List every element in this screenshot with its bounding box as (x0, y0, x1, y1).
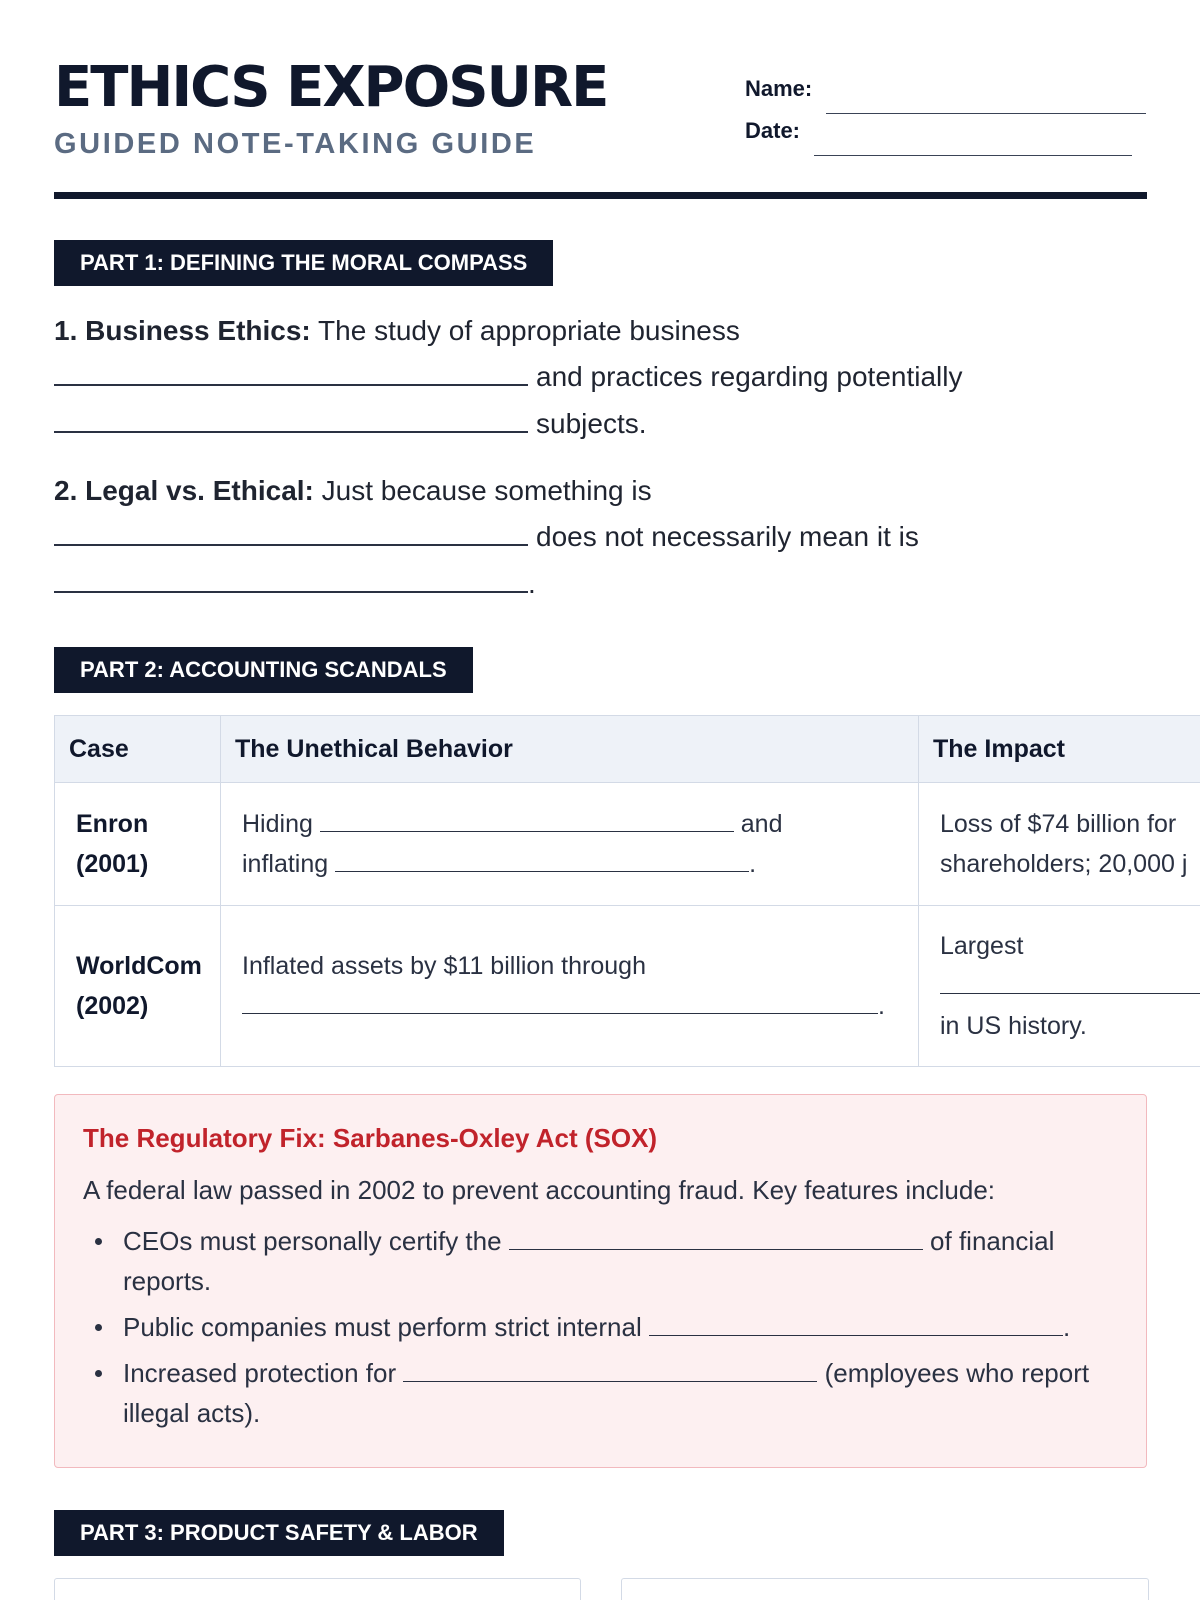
q2-label: 2. Legal vs. Ethical: (54, 475, 314, 506)
impact-text: Largest (940, 932, 1024, 960)
date-field[interactable] (745, 118, 1132, 144)
q2-text-3: . (528, 568, 536, 599)
impact-line (940, 966, 1200, 1006)
column-header-case: Case (55, 716, 221, 783)
sox-intro: A federal law passed in 2002 to prevent accounting fraud. Key features include: (83, 1175, 996, 1205)
name-blank-line[interactable] (826, 112, 1146, 114)
impact-cell (919, 906, 1200, 1067)
behavior-cell (221, 906, 919, 1067)
case-year: (2001) (76, 850, 149, 878)
sox-bullet-list (83, 1221, 1123, 1439)
list-item (83, 1353, 1123, 1433)
q1-text-1: The study of appropriate business (318, 315, 740, 346)
bullet-icon (95, 1370, 102, 1377)
enron-blank-1[interactable] (320, 811, 734, 832)
behavior-text: . (878, 992, 885, 1020)
column-header-behavior: The Unethical Behavior (221, 716, 919, 783)
q1-line-3 (54, 404, 647, 444)
page-subtitle: GUIDED NOTE-TAKING GUIDE (54, 128, 537, 160)
bullet-text: reports. (123, 1266, 212, 1296)
part2-heading: PART 2: ACCOUNTING SCANDALS (54, 647, 473, 693)
behavior-text: Hiding (242, 810, 313, 838)
page-title: ETHICS EXPOSURE (54, 55, 608, 120)
part3-box-right (621, 1578, 1149, 1600)
q2-blank-1[interactable] (54, 518, 528, 546)
q2-line-3 (54, 564, 536, 604)
bullet-text: Public companies must perform strict internal (123, 1312, 642, 1342)
bullet-text: Increased protection for (123, 1358, 397, 1388)
case-name: Enron (76, 810, 149, 838)
scandals-table (54, 715, 1200, 1067)
behavior-line (242, 804, 897, 844)
bullet-text: . (1062, 1312, 1071, 1342)
sox-title: The Regulatory Fix: Sarbanes-Oxley Act (SOX) (83, 1123, 658, 1153)
bullet-text: (employees who report (824, 1358, 1090, 1388)
sox-blank-2[interactable] (649, 1315, 1063, 1336)
name-field[interactable] (745, 76, 1146, 102)
q2-text-1: Just because something is (321, 475, 652, 506)
bullet-text: of financial (930, 1226, 1055, 1256)
behavior-text: . (749, 850, 757, 878)
case-name: WorldCom (76, 952, 202, 980)
impact-text: Loss of $74 billion for (940, 810, 1177, 838)
bullet-text: CEOs must personally certify the (123, 1226, 502, 1256)
date-blank-line[interactable] (814, 154, 1132, 156)
case-cell (55, 783, 221, 906)
q1-line-1 (54, 311, 740, 351)
bullet-icon (95, 1238, 102, 1245)
list-item (83, 1307, 1123, 1347)
behavior-line (242, 844, 897, 884)
q1-blank-1[interactable] (54, 358, 528, 386)
behavior-text: and (740, 810, 783, 838)
q1-line-2 (54, 357, 962, 397)
sox-callout-box (54, 1094, 1147, 1468)
table-row (55, 906, 1200, 1067)
behavior-text: Inflated assets by $11 billion through (242, 952, 646, 980)
table-row (55, 783, 1200, 906)
enron-blank-2[interactable] (335, 851, 749, 872)
bullet-text: illegal acts). (123, 1398, 261, 1428)
header-divider (54, 192, 1147, 199)
list-item (83, 1221, 1123, 1301)
q1-text-3: subjects. (536, 408, 647, 439)
bullet-icon (95, 1324, 102, 1331)
behavior-cell (221, 783, 919, 906)
q1-text-2: and practices regarding potentially (536, 361, 963, 392)
q1-blank-2[interactable] (54, 405, 528, 433)
worldcom-blank-2[interactable] (940, 973, 1200, 994)
part3-box-left (54, 1578, 581, 1600)
q2-line-1 (54, 471, 652, 511)
q2-line-2 (54, 517, 919, 557)
case-cell (55, 906, 221, 1067)
impact-text: shareholders; 20,000 j (940, 850, 1188, 878)
impact-text: in US history. (940, 1012, 1087, 1040)
behavior-text: inflating (242, 850, 329, 878)
column-header-impact: The Impact (919, 716, 1200, 783)
sox-blank-3[interactable] (403, 1361, 817, 1382)
table-header-row (55, 716, 1200, 783)
q2-text-2: does not necessarily mean it is (536, 521, 919, 552)
date-label: Date: (745, 118, 801, 143)
part1-heading: PART 1: DEFINING THE MORAL COMPASS (54, 240, 553, 286)
behavior-line (242, 986, 897, 1026)
q1-label: 1. Business Ethics: (54, 315, 311, 346)
worldcom-blank-1[interactable] (242, 993, 878, 1014)
sox-blank-1[interactable] (509, 1229, 923, 1250)
name-label: Name: (745, 76, 813, 101)
part3-heading: PART 3: PRODUCT SAFETY & LABOR (54, 1510, 504, 1556)
case-year: (2002) (76, 992, 149, 1020)
q2-blank-2[interactable] (54, 565, 528, 593)
impact-cell (919, 783, 1200, 906)
